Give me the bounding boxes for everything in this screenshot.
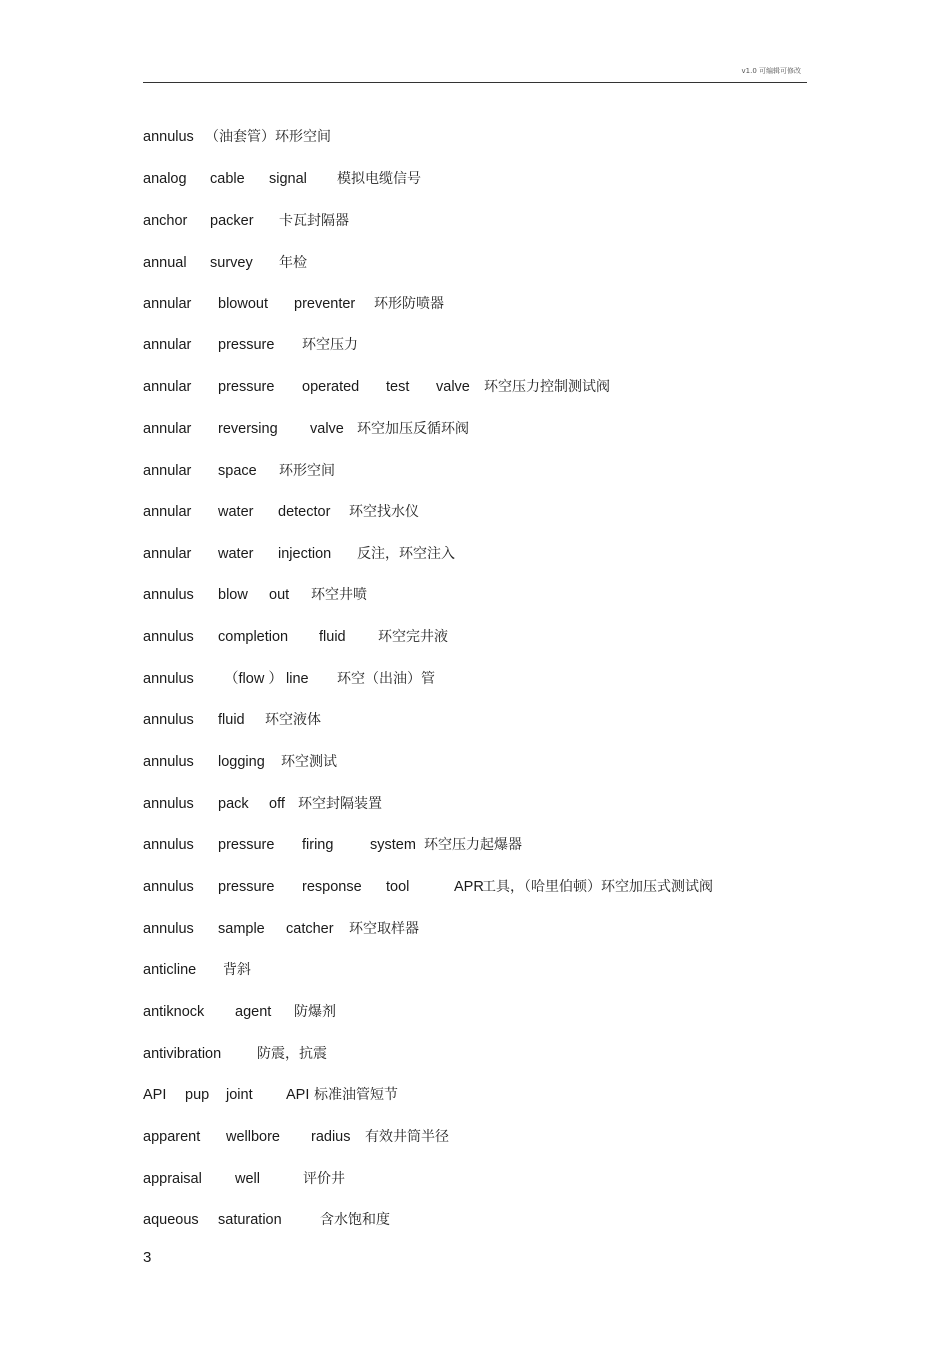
term-word: catcher (286, 921, 334, 937)
term-word: pressure (218, 837, 275, 853)
term-word: appraisal (143, 1171, 202, 1187)
term-translation: 环空井喷 (311, 587, 367, 603)
term-word: annulus (143, 879, 194, 895)
term-word: pressure (218, 379, 275, 395)
term-translation: 评价井 (303, 1171, 345, 1187)
term-word: water (218, 546, 254, 562)
term-word: anticline (143, 962, 197, 978)
term-word: joint (226, 1087, 253, 1103)
term-word: wellbore (226, 1129, 280, 1145)
term-translation: 标准油管短节 (314, 1087, 398, 1103)
term-translation: 年检 (279, 255, 307, 271)
term-word: annulus (143, 796, 194, 812)
term-word: aqueous (143, 1212, 199, 1228)
term-translation: 环空压力 (302, 337, 358, 353)
term-word: annular (143, 504, 192, 520)
term-word: radius (311, 1129, 351, 1145)
term-word: space (218, 463, 257, 479)
term-word: API (143, 1087, 167, 1103)
term-word: signal (269, 171, 307, 187)
term-translation: 环形空间 (279, 463, 335, 479)
term-word: anchor (143, 213, 188, 229)
term-word: fluid (319, 629, 346, 645)
term-word: annulus (143, 921, 194, 937)
term-translation: 环空完井液 (378, 629, 448, 645)
term-word: annular (143, 463, 192, 479)
term-word: response (302, 879, 362, 895)
term-word: apparent (143, 1129, 201, 1145)
term-translation: 环空取样器 (349, 921, 419, 937)
term-translation: 有效井筒半径 (365, 1129, 449, 1145)
term-word: fluid (218, 712, 245, 728)
term-word: annulus (143, 629, 194, 645)
term-word: annulus (143, 129, 194, 145)
term-word: annulus (143, 671, 194, 687)
term-word: annular (143, 337, 192, 353)
term-word: annual (143, 255, 187, 271)
term-word: （flow ） (224, 671, 283, 687)
page-header (143, 64, 807, 83)
term-translation: 防爆剂 (294, 1004, 336, 1020)
term-word: annular (143, 296, 192, 312)
term-word: valve (310, 421, 344, 437)
version-label: v1.0 可编辑可修改 (741, 67, 801, 75)
term-word: test (386, 379, 410, 395)
term-word: preventer (294, 296, 356, 312)
term-word: detector (278, 504, 331, 520)
term-word: analog (143, 171, 187, 187)
term-translation: 环形防喷器 (374, 296, 444, 312)
term-word: annulus (143, 712, 194, 728)
term-word: API (286, 1087, 310, 1103)
term-translation: 工具，（哈里伯顿）环空加压式测试阀 (482, 879, 713, 895)
term-word: tool (386, 879, 410, 895)
term-word: pressure (218, 337, 275, 353)
term-word: antivibration (143, 1046, 222, 1062)
term-word: annular (143, 421, 192, 437)
term-translation: 环空测试 (281, 754, 337, 770)
term-word: antiknock (143, 1004, 205, 1020)
term-word: annulus (143, 837, 194, 853)
term-word: well (235, 1171, 260, 1187)
term-word: water (218, 504, 254, 520)
term-translation: 环空加压反循环阀 (357, 421, 469, 437)
term-translation: 环空封隔装置 (298, 796, 382, 812)
term-word: annular (143, 546, 192, 562)
term-word: off (269, 796, 285, 812)
term-word: sample (218, 921, 265, 937)
term-translation: 环空找水仪 (349, 504, 419, 520)
term-word: system (370, 837, 416, 853)
term-translation: 模拟电缆信号 (337, 171, 421, 187)
term-word: pack (218, 796, 249, 812)
term-word: agent (235, 1004, 272, 1020)
term-word: pressure (218, 879, 275, 895)
term-translation: （油套管）环形空间 (205, 129, 331, 145)
term-word: injection (278, 546, 332, 562)
term-translation: 卡瓦封隔器 (279, 213, 349, 229)
term-word: saturation (218, 1212, 282, 1228)
term-word: survey (210, 255, 253, 271)
term-word: annulus (143, 587, 194, 603)
term-translation: 含水饱和度 (320, 1212, 390, 1228)
term-word: pup (185, 1087, 210, 1103)
term-word: out (269, 587, 290, 603)
term-word: operated (302, 379, 360, 395)
term-word: cable (210, 171, 245, 187)
term-translation: 环空液体 (265, 712, 321, 728)
term-word: APR (454, 879, 484, 895)
term-word: logging (218, 754, 265, 770)
term-translation: 环空压力控制测试阀 (484, 379, 610, 395)
page-number: 3 (143, 1249, 152, 1266)
term-word: annulus (143, 754, 194, 770)
term-word: completion (218, 629, 289, 645)
term-translation: 反注，环空注入 (357, 546, 455, 562)
term-translation: 防震，抗震 (257, 1046, 327, 1062)
term-word: annular (143, 379, 192, 395)
term-word: firing (302, 837, 334, 853)
term-word: line (286, 671, 309, 687)
term-translation: 环空压力起爆器 (424, 837, 522, 853)
term-word: blow (218, 587, 248, 603)
term-translation: 环空（出油）管 (337, 671, 435, 687)
term-word: blowout (218, 296, 268, 312)
term-word: reversing (218, 421, 278, 437)
term-word: valve (436, 379, 470, 395)
term-translation: 背斜 (223, 962, 251, 978)
term-word: packer (210, 213, 254, 229)
